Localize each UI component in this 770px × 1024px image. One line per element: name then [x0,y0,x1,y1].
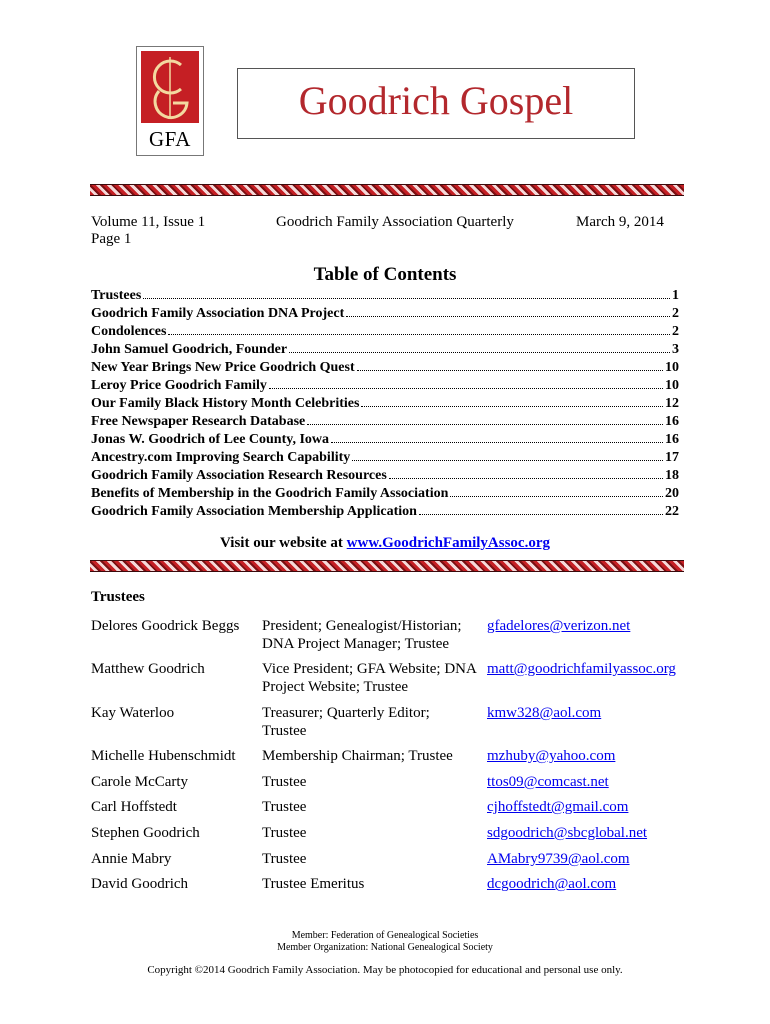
toc-entry-label: Ancestry.com Improving Search Capability [91,450,351,465]
issue-volume: Volume 11, Issue 1 [91,214,206,230]
toc-leader-dots [352,460,663,461]
toc-leader-dots [357,370,663,371]
toc-entry-page: 10 [665,378,679,393]
toc-entry-page: 2 [672,324,679,339]
toc-entry-page: 12 [665,396,679,411]
decorative-divider-2 [90,560,684,572]
website-link[interactable]: www.GoodrichFamilyAssoc.org [346,535,550,551]
trustee-email-link[interactable]: dcgoodrich@aol.com [487,876,617,892]
toc-leader-dots [269,388,663,389]
trustee-role: President; Genealogist/Historian; DNA Project Manager; Trustee [262,618,462,652]
toc-entry-label: Trustees [91,288,142,303]
trustee-role: Trustee Emeritus [262,876,365,892]
trustee-name: Delores Goodrick Beggs [91,618,240,634]
toc-entry-label: Condolences [91,324,167,339]
trustees-heading: Trustees [91,589,145,605]
toc-leader-dots [450,496,663,497]
toc-leader-dots [143,298,670,299]
trustee-email-link[interactable]: sdgoodrich@sbcglobal.net [487,825,648,841]
trustee-role: Trustee [262,851,307,867]
toc-entry-label: Leroy Price Goodrich Family [91,378,267,393]
toc-entry[interactable] [91,305,679,323]
trustee-role: Treasurer; Quarterly Editor; Trustee [262,705,430,739]
toc-entry[interactable] [91,359,679,377]
toc-entry-page: 18 [665,468,679,483]
trustee-role: Trustee [262,825,307,841]
toc-leader-dots [307,424,663,425]
logo-text: GFA [149,127,191,151]
toc-entry-page: 2 [672,306,679,321]
trustee-email-link[interactable]: gfadelores@verizon.net [487,618,631,634]
trustee-role: Vice President; GFA Website; DNA Project Website; Trustee [262,661,476,695]
trustee-role: Membership Chairman; Trustee [262,748,453,764]
membership-note-1: Member: Federation of Genealogical Societies [291,930,479,941]
toc-leader-dots [346,316,670,317]
trustee-name: Michelle Hubenschmidt [91,748,236,764]
toc-entry-label: Goodrich Family Association Research Resources [91,468,387,483]
toc-entry-page: 22 [665,504,679,519]
logo-monogram-icon [141,51,199,123]
toc-leader-dots [289,352,670,353]
issue-page: Page 1 [91,231,132,247]
toc-entry[interactable] [91,341,679,359]
trustee-email-link[interactable]: matt@goodrichfamilyassoc.org [487,661,676,677]
toc-leader-dots [331,442,663,443]
toc-entry-label: Goodrich Family Association DNA Project [91,306,345,321]
issue-date: March 9, 2014 [576,214,664,230]
gfa-logo [136,46,204,156]
toc-list [91,287,679,521]
toc-entry-label: Goodrich Family Association Membership Application [91,504,417,519]
toc-entry[interactable] [91,323,679,341]
trustee-email-link[interactable]: mzhuby@yahoo.com [487,748,616,764]
toc-entry-label: New Year Brings New Price Goodrich Quest [91,360,355,375]
trustee-email-link[interactable]: cjhoffstedt@gmail.com [487,799,629,815]
toc-entry[interactable] [91,431,679,449]
toc-entry-label: Our Family Black History Month Celebrities [91,396,360,411]
toc-entry[interactable] [91,503,679,521]
toc-entry-page: 16 [665,432,679,447]
membership-note-2: Member Organization: National Genealogical Society [277,942,493,953]
trustee-email-link[interactable]: ttos09@comcast.net [487,774,609,790]
trustee-name: Matthew Goodrich [91,661,205,677]
toc-entry[interactable] [91,413,679,431]
masthead [237,68,635,139]
toc-leader-dots [168,334,670,335]
toc-entry[interactable] [91,287,679,305]
trustee-name: David Goodrich [91,876,189,892]
toc-entry[interactable] [91,395,679,413]
trustee-name: Carole McCarty [91,774,189,790]
trustee-email-link[interactable]: kmw328@aol.com [487,705,602,721]
trustee-name: Kay Waterloo [91,705,175,721]
visit-website [0,535,770,552]
toc-entry[interactable] [91,485,679,503]
trustee-name: Carl Hoffstedt [91,799,177,815]
decorative-divider [90,184,684,196]
trustee-email-link[interactable]: AMabry9739@aol.com [487,851,630,867]
toc-leader-dots [389,478,663,479]
issue-publication: Goodrich Family Association Quarterly [276,214,514,230]
toc-entry-label: John Samuel Goodrich, Founder [91,342,288,357]
toc-title: Table of Contents [313,264,457,285]
toc-entry-label: Jonas W. Goodrich of Lee County, Iowa [91,432,330,447]
trustee-role: Trustee [262,799,307,815]
toc-entry-page: 20 [665,486,679,501]
trustee-role: Trustee [262,774,307,790]
toc-entry[interactable] [91,449,679,467]
trustee-name: Annie Mabry [91,851,172,867]
toc-entry[interactable] [91,377,679,395]
toc-entry-page: 10 [665,360,679,375]
visit-prefix: Visit our website at [220,535,347,551]
toc-entry[interactable] [91,467,679,485]
toc-entry-page: 1 [672,288,679,303]
toc-entry-page: 16 [665,414,679,429]
toc-entry-label: Benefits of Membership in the Goodrich Family Association [91,486,449,501]
toc-entry-page: 17 [665,450,679,465]
toc-leader-dots [419,514,663,515]
newsletter-title: Goodrich Gospel [298,78,574,123]
toc-entry-page: 3 [672,342,679,357]
toc-leader-dots [361,406,663,407]
trustee-name: Stephen Goodrich [91,825,200,841]
toc-entry-label: Free Newspaper Research Database [91,414,306,429]
copyright-notice: Copyright ©2014 Goodrich Family Association. May be photocopied for educational and personal use only. [147,964,623,976]
